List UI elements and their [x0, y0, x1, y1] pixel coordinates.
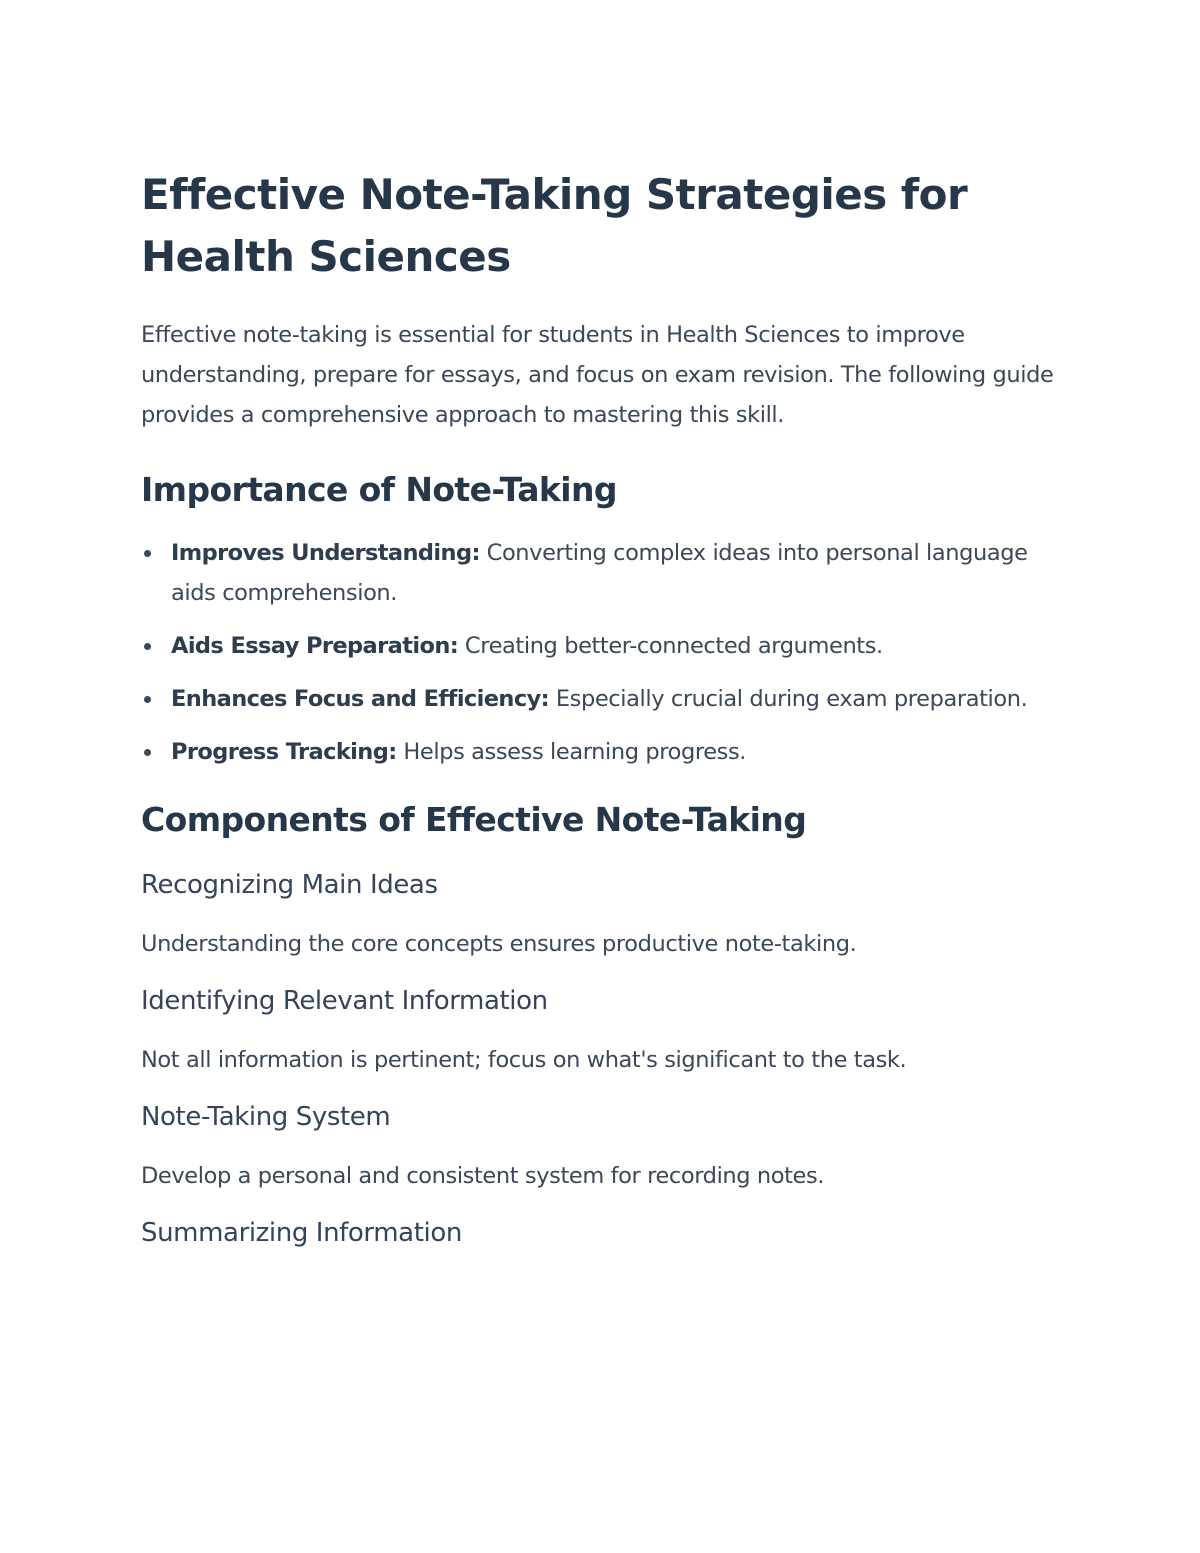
importance-heading: Importance of Note-Taking: [141, 470, 617, 509]
subsection-text: Not all information is pertinent; focus on what's significant to the task.: [141, 1047, 907, 1073]
bullet-icon: [144, 643, 151, 650]
list-item-text: Especially crucial during exam preparation.: [549, 686, 1028, 712]
intro-paragraph: Effective note-taking is essential for students in Health Sciences to improve understanding, prepare for essays, and focus on exam revision. The following guide provides a comprehensive approach to mastering this skill.: [141, 322, 1054, 428]
list-item: [141, 533, 1061, 613]
list-item-text: Creating better-connected arguments.: [458, 633, 883, 659]
list-item: [141, 679, 1061, 719]
document-title: Effective Note-Taking Strategies for Health Sciences: [141, 170, 968, 281]
importance-list: [141, 533, 1061, 772]
bullet-icon: [144, 696, 151, 703]
subsection-heading: Summarizing Information: [141, 1218, 462, 1248]
subsection-heading: Recognizing Main Ideas: [141, 870, 438, 900]
subsection-text: Understanding the core concepts ensures productive note-taking.: [141, 931, 857, 957]
list-item: [141, 626, 1061, 666]
list-item-term: Enhances Focus and Efficiency:: [171, 686, 550, 712]
list-item: [141, 732, 1061, 772]
bullet-icon: [144, 550, 151, 557]
list-item-text: Helps assess learning progress.: [396, 739, 747, 765]
bullet-icon: [144, 749, 151, 756]
list-item-term: Aids Essay Preparation:: [171, 633, 459, 659]
subsection-heading: Identifying Relevant Information: [141, 986, 548, 1016]
document-page: [141, 164, 1061, 1253]
subsection-heading: Note-Taking System: [141, 1102, 391, 1132]
list-item-term: Improves Understanding:: [171, 540, 480, 566]
subsection-text: Develop a personal and consistent system for recording notes.: [141, 1163, 825, 1189]
list-item-term: Progress Tracking:: [171, 739, 397, 765]
list-item-text: Converting complex ideas into personal language aids comprehension.: [171, 540, 1028, 606]
components-heading: Components of Effective Note-Taking: [141, 800, 807, 839]
